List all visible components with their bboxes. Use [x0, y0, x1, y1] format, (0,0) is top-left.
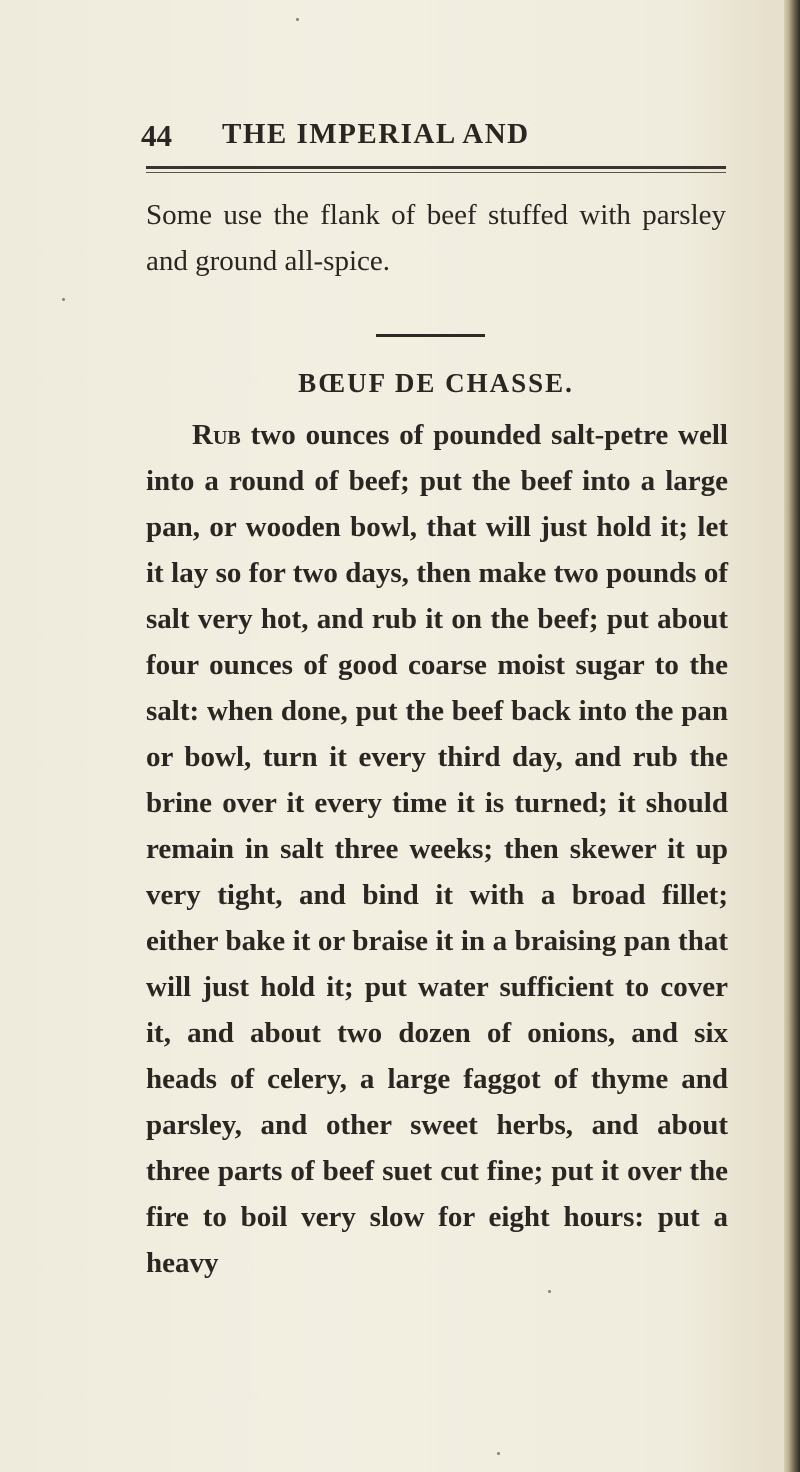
intro-text: Some use the flank of beef stuffed with parsley and ground all-spice.: [146, 199, 726, 277]
recipe-paragraph: [146, 412, 728, 1286]
recipe-first-word: Rub: [192, 419, 241, 451]
recipe-title: BŒUF DE CHASSE.: [298, 368, 574, 398]
intro-paragraph: [146, 192, 726, 284]
section-separator: [376, 334, 485, 337]
running-head: THE IMPERIAL AND: [222, 118, 530, 150]
paper-speck: [62, 298, 65, 301]
paper-speck: [296, 18, 299, 21]
recipe-body: [146, 412, 728, 1286]
paper-speck: [497, 1452, 500, 1455]
recipe-text: two ounces of pounded salt-petre well into a round of beef; put the beef into a large pan, or wooden bowl, that will just hold it; let it lay so for two days, then make two pounds of salt very hot, and rub it on the beef; put about four ounces of good coarse moist sugar to the salt: when done, put the beef back into the pan or bowl, turn it every third day, and rub the brine over it every time it is turned; it should remain in salt three weeks; then skewer it up very tight, and bind it with a broad fillet; either bake it or braise it in a braising pan that will just hold it; put water sufficient to cover it, and about two dozen of onions, and six heads of celery, a large faggot of thyme and parsley, and other sweet herbs, and about three parts of beef suet cut fine; put it over the fire to boil very slow for eight hours: put a heavy: [146, 419, 728, 1279]
page-edge-shadow: [784, 0, 800, 1472]
page-number: 44: [141, 118, 172, 153]
header-rule-thin: [146, 172, 726, 173]
paper-speck: [548, 1290, 551, 1293]
header-rule-thick: [146, 166, 726, 169]
